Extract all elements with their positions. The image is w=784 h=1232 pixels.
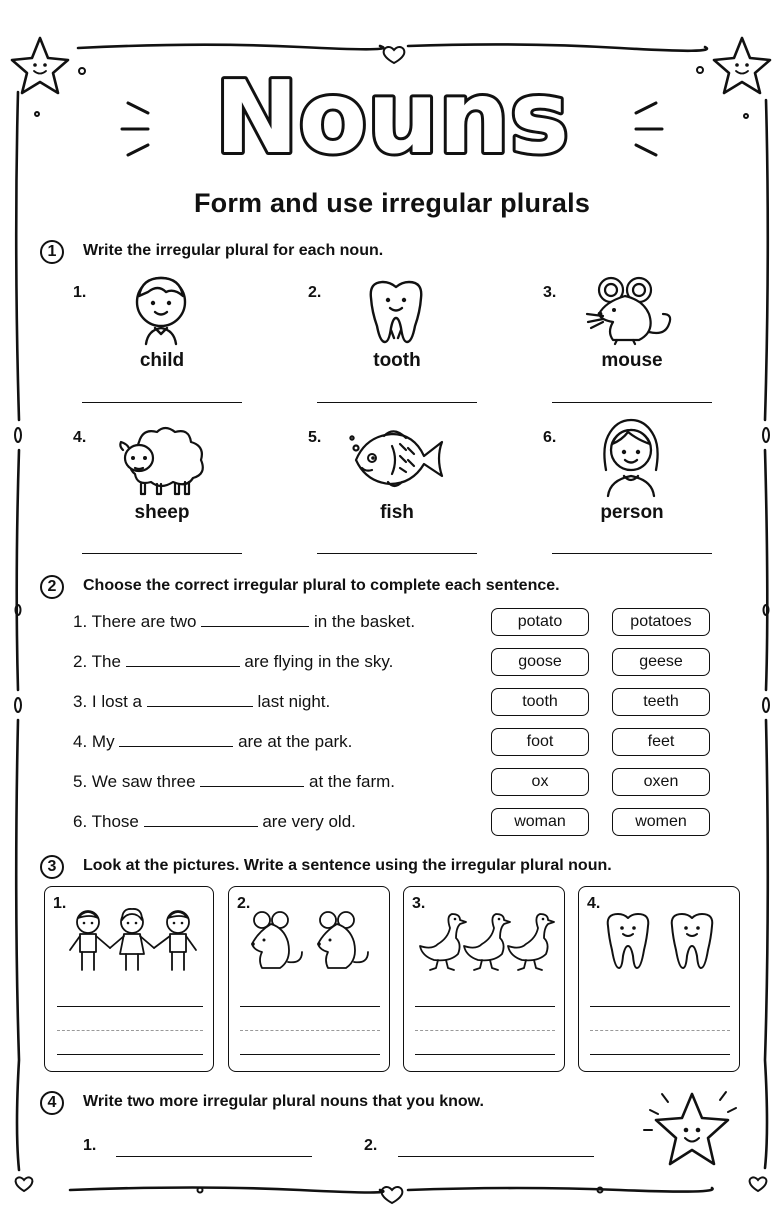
section-number: 2 (40, 575, 64, 599)
noun-word: person (600, 502, 664, 523)
sentence-start: There are two (91, 612, 197, 631)
sentence-start: Those (91, 812, 139, 831)
box-number: 2. (237, 895, 251, 912)
choice-option[interactable]: goose (491, 648, 589, 676)
blank-line[interactable] (126, 652, 240, 667)
answer-line[interactable] (317, 553, 477, 554)
writing-line[interactable] (415, 1054, 555, 1055)
fish-icon (350, 426, 446, 490)
page-subtitle: Form and use irregular plurals (193, 188, 591, 218)
item-number: 6. (73, 812, 88, 831)
star-face-icon (636, 1080, 746, 1180)
mice-icon (248, 910, 372, 976)
writing-line[interactable] (590, 1054, 730, 1055)
noun-word: tooth (373, 350, 421, 371)
section-heading: Write two more irregular plural nouns that you know. (83, 1093, 484, 1110)
section-heading: Choose the correct irregular plural to complete each sentence. (83, 577, 560, 594)
item-number: 6. (543, 429, 557, 446)
box-number: 1. (53, 895, 67, 912)
sentence-end: in the basket. (313, 612, 416, 631)
item-number: 5. (308, 429, 322, 446)
sentence-row (73, 732, 352, 752)
blank-line[interactable] (201, 612, 309, 627)
sentence-start: My (91, 732, 115, 751)
person-icon (598, 418, 664, 498)
answer-line[interactable] (552, 402, 712, 403)
item-number: 4. (73, 429, 87, 446)
blank-line[interactable] (200, 772, 304, 787)
writing-guide-line (415, 1030, 555, 1031)
answer-line[interactable] (116, 1156, 312, 1157)
choice-option[interactable]: foot (491, 728, 589, 756)
star-face-icon (12, 38, 68, 93)
item-number: 3. (73, 692, 88, 711)
tooth-icon (363, 278, 429, 346)
choice-option[interactable]: teeth (612, 688, 710, 716)
item-number: 5. (73, 772, 88, 791)
sentence-row (73, 812, 356, 832)
writing-line[interactable] (240, 1006, 380, 1007)
answer-line[interactable] (552, 553, 712, 554)
title-graphic (100, 56, 684, 174)
heart-icon (750, 1177, 767, 1191)
answer-line[interactable] (82, 402, 242, 403)
choice-option[interactable]: women (612, 808, 710, 836)
box-number: 3. (412, 895, 426, 912)
item-number: 2. (73, 652, 88, 671)
section-number: 4 (40, 1091, 64, 1115)
sentence-row (73, 612, 415, 632)
choice-option[interactable]: potatoes (612, 608, 710, 636)
choice-option[interactable]: woman (491, 808, 589, 836)
sentence-start: We saw three (91, 772, 196, 791)
choice-option[interactable]: ox (491, 768, 589, 796)
sentence-end: last night. (257, 692, 331, 711)
noun-word: mouse (601, 350, 663, 371)
section-number: 3 (40, 855, 64, 879)
sentence-end: are flying in the sky. (244, 652, 394, 671)
writing-guide-line (590, 1030, 730, 1031)
choice-option[interactable]: geese (612, 648, 710, 676)
section-heading: Write the irregular plural for each noun. (83, 242, 384, 259)
writing-guide-line (240, 1030, 380, 1031)
noun-word: sheep (134, 502, 190, 523)
choice-option[interactable]: potato (491, 608, 589, 636)
item-number: 1. (73, 284, 87, 301)
mouse-icon (583, 274, 679, 348)
item-number: 1. (83, 1137, 97, 1154)
geese-icon (418, 910, 554, 974)
item-number: 3. (543, 284, 557, 301)
item-number: 4. (73, 732, 88, 751)
writing-line[interactable] (57, 1006, 203, 1007)
choice-option[interactable]: tooth (491, 688, 589, 716)
teeth-icon (604, 912, 720, 972)
sheep-icon (113, 422, 207, 498)
writing-guide-line (57, 1030, 203, 1031)
sentence-end: are at the park. (238, 732, 353, 751)
child-icon (128, 272, 194, 346)
heart-icon (16, 1177, 33, 1191)
page-title: Nouns (214, 59, 570, 176)
writing-line[interactable] (240, 1054, 380, 1055)
answer-line[interactable] (82, 553, 242, 554)
answer-line[interactable] (317, 402, 477, 403)
blank-line[interactable] (119, 732, 233, 747)
item-number: 2. (308, 284, 322, 301)
section-heading: Look at the pictures. Write a sentence using the irregular plural noun. (83, 857, 612, 874)
sentence-start: I lost a (91, 692, 143, 711)
answer-line[interactable] (398, 1156, 594, 1157)
sentence-start: The (91, 652, 121, 671)
box-number: 4. (587, 895, 601, 912)
choice-option[interactable]: feet (612, 728, 710, 756)
heart-icon (382, 1187, 403, 1203)
sentence-row (73, 772, 395, 792)
noun-word: fish (380, 502, 414, 523)
section-number: 1 (40, 240, 64, 264)
children-icon (66, 906, 200, 978)
sentence-row (73, 652, 393, 672)
noun-word: child (139, 350, 185, 371)
writing-line[interactable] (590, 1006, 730, 1007)
blank-line[interactable] (144, 812, 258, 827)
blank-line[interactable] (147, 692, 253, 707)
sentence-end: are very old. (262, 812, 356, 831)
choice-option[interactable]: oxen (612, 768, 710, 796)
writing-line[interactable] (57, 1054, 203, 1055)
sentence-row (73, 692, 330, 712)
item-number: 1. (73, 612, 88, 631)
sentence-end: at the farm. (309, 772, 395, 791)
writing-line[interactable] (415, 1006, 555, 1007)
item-number: 2. (364, 1137, 378, 1154)
star-face-icon (714, 38, 770, 93)
